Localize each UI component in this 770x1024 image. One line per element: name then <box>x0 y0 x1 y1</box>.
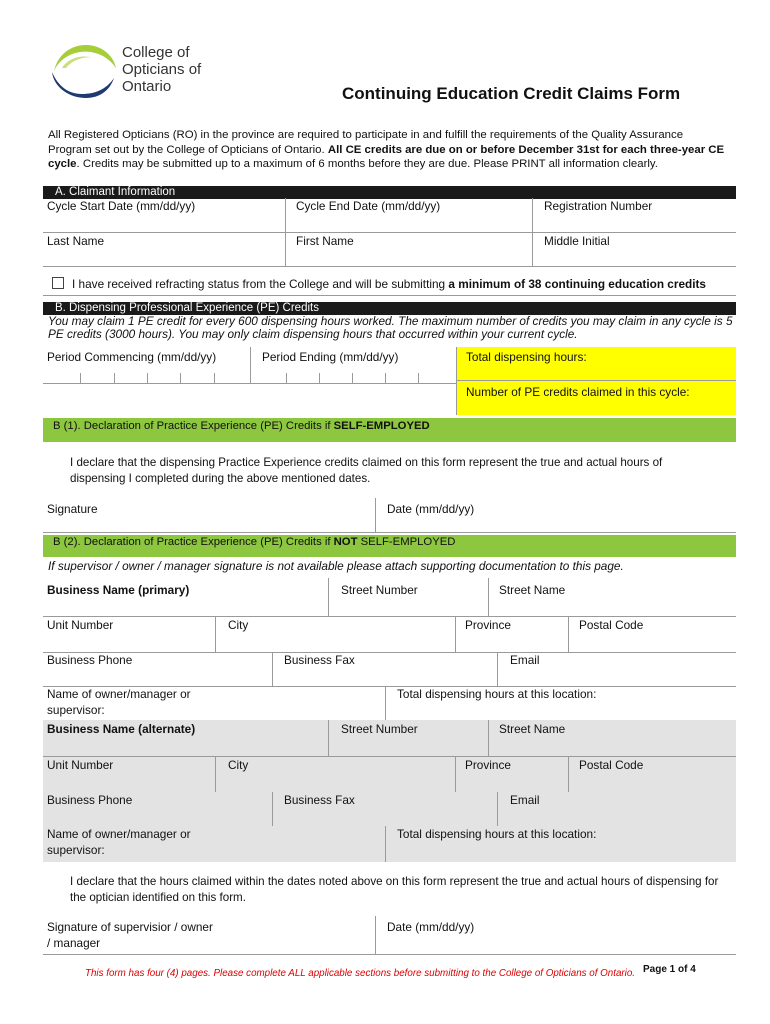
period-commencing-field[interactable]: Period Commencing (mm/dd/yy) <box>47 350 217 364</box>
section-b-header: B. Dispensing Professional Experience (PE) Credits <box>43 302 736 315</box>
section-b2-header: B (2). Declaration of Practice Experience (PE) Credits if NOT SELF-EMPLOYED <box>43 535 736 557</box>
page-number: Page 1 of 4 <box>643 964 696 975</box>
supervisor-date-field[interactable]: Date (mm/dd/yy) <box>387 920 475 934</box>
total-hours-location-field[interactable]: Total dispensing hours at this location: <box>397 687 597 701</box>
footer-note: This form has four (4) pages. Please complete ALL applicable sections before submitting to the College of Opticians of Ontario. <box>85 968 636 979</box>
owner-manager-field[interactable]: Name of owner/manager or supervisor: <box>47 687 191 717</box>
registration-number-field[interactable]: Registration Number <box>544 199 653 213</box>
middle-initial-field[interactable]: Middle Initial <box>544 234 610 248</box>
street-name-alt-field[interactable]: Street Name <box>499 722 566 736</box>
unit-number-field[interactable]: Unit Number <box>47 618 114 632</box>
cycle-end-field[interactable]: Cycle End Date (mm/dd/yy) <box>296 199 441 213</box>
province-field[interactable]: Province <box>465 618 511 632</box>
province-alt-field[interactable]: Province <box>465 758 511 772</box>
section-a-header: A. Claimant Information <box>43 186 736 199</box>
refracting-label: I have received refracting status from the College and will be submitting a minimum of 38 continuing education credits <box>72 277 706 291</box>
signature-field[interactable]: Signature <box>47 502 98 516</box>
section-b1-header: B (1). Declaration of Practice Experience (PE) Credits if SELF-EMPLOYED <box>43 418 736 442</box>
intro-text: All Registered Opticians (RO) in the province are required to participate in and fulfill the requirements of the Quality Assurance Program set out by the College of Opticians of Ontario. All CE credits are due on or before December 31st for each three-year CE cycle. Credits may be submitted up to a maximum of 6 months before they are due. Please PRINT all information clearly. <box>48 129 725 170</box>
pe-credit-note: You may claim 1 PE credit for every 600 dispensing hours worked. The maximum number of credits you may claim in any cycle is 5 PE credits (3000 hours). You may only claim dispensing hours that occurred within your current cycle. <box>48 314 733 341</box>
business-fax-alt-field[interactable]: Business Fax <box>284 793 355 807</box>
owner-manager-alt-field[interactable]: Name of owner/manager or supervisor: <box>47 827 191 857</box>
street-number-field[interactable]: Street Number <box>341 583 418 597</box>
supervisor-declaration: I declare that the hours claimed within the dates noted above on this form represent the true and actual hours of dispensing for the optician identified on this form. <box>70 875 719 904</box>
business-phone-field[interactable]: Business Phone <box>47 653 133 667</box>
signature-date-field[interactable]: Date (mm/dd/yy) <box>387 502 475 516</box>
college-logo <box>48 38 118 100</box>
supporting-docs-note: If supervisor / owner / manager signature is not available please attach supporting documentation to this page. <box>48 559 624 573</box>
last-name-field[interactable]: Last Name <box>47 234 105 248</box>
business-name-primary-field[interactable]: Business Name (primary) <box>47 583 190 597</box>
email-field[interactable]: Email <box>510 653 540 667</box>
total-dispensing-hours-field[interactable]: Total dispensing hours: <box>466 350 587 364</box>
city-field[interactable]: City <box>228 618 249 632</box>
street-name-field[interactable]: Street Name <box>499 583 566 597</box>
business-name-alternate-field[interactable]: Business Name (alternate) <box>47 722 196 736</box>
postal-code-alt-field[interactable]: Postal Code <box>579 758 644 772</box>
self-employed-declaration: I declare that the dispensing Practice Experience credits claimed on this form represent the true and actual hours of dispensing I completed during the above mentioned dates. <box>70 456 663 485</box>
unit-number-alt-field[interactable]: Unit Number <box>47 758 114 772</box>
total-hours-location-alt-field[interactable]: Total dispensing hours at this location: <box>397 827 597 841</box>
pe-credits-claimed-field[interactable]: Number of PE credits claimed in this cycle: <box>466 385 690 399</box>
org-name: College of Opticians of Ontario <box>122 44 202 95</box>
email-alt-field[interactable]: Email <box>510 793 540 807</box>
supervisor-signature-field[interactable]: Signature of supervisior / owner / manager <box>47 920 213 950</box>
city-alt-field[interactable]: City <box>228 758 249 772</box>
business-phone-alt-field[interactable]: Business Phone <box>47 793 133 807</box>
street-number-alt-field[interactable]: Street Number <box>341 722 418 736</box>
period-ending-field[interactable]: Period Ending (mm/dd/yy) <box>262 350 399 364</box>
business-fax-field[interactable]: Business Fax <box>284 653 355 667</box>
first-name-field[interactable]: First Name <box>296 234 354 248</box>
refracting-checkbox[interactable] <box>52 277 64 289</box>
cycle-start-field[interactable]: Cycle Start Date (mm/dd/yy) <box>47 199 196 213</box>
form-title: Continuing Education Credit Claims Form <box>342 84 681 103</box>
postal-code-field[interactable]: Postal Code <box>579 618 644 632</box>
